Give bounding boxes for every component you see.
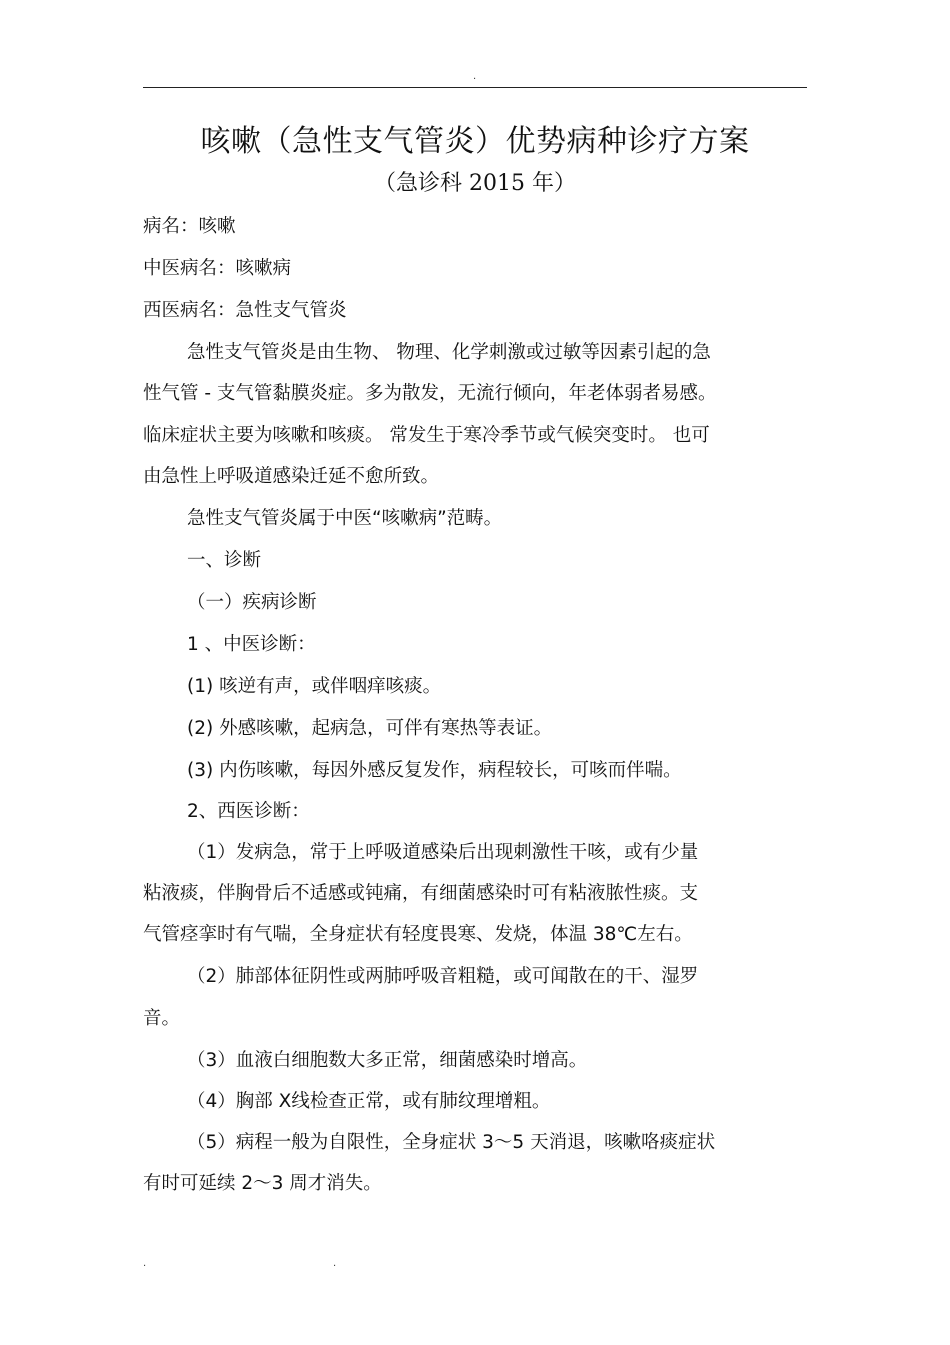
list-item: （5）病程一般为自限性，全身症状 3～5 天消退，咳嗽咯痰症状: [187, 1132, 716, 1153]
list-item: （3）血液白细胞数大多正常，细菌感染时增高。: [187, 1050, 588, 1071]
item-heading: 2、西医诊断：: [187, 801, 310, 822]
paragraph-line: 由急性上呼吸道感染迁延不愈所致。: [143, 466, 440, 487]
tcm-disease-name: 中医病名：咳嗽病: [143, 258, 292, 279]
footer-dot-right: .: [333, 1258, 337, 1269]
list-item: (3) 内伤咳嗽，每因外感反复发作，病程较长，可咳而伴喘。: [187, 760, 682, 781]
list-item: （2）肺部体征阴性或两肺呼吸音粗糙，或可闻散在的干、湿罗: [187, 966, 699, 987]
document-subtitle: （急诊科 2015 年）: [374, 171, 576, 196]
list-item: 气管痉挛时有气喘，全身症状有轻度畏寒、发烧，体温 38℃左右。: [143, 924, 693, 945]
list-item: （4）胸部 X线检查正常，或有肺纹理增粗。: [187, 1091, 551, 1112]
list-item: 音。: [143, 1008, 181, 1029]
paragraph-line: 急性支气管炎属于中医“咳嗽病”范畴。: [187, 508, 503, 529]
header-dot: .: [473, 71, 477, 82]
paragraph-line: 性气管 - 支气管黏膜炎症。多为散发，无流行倾向，年老体弱者易感。: [143, 383, 717, 404]
item-heading: 1 、中医诊断：: [187, 634, 316, 655]
list-item: (2) 外感咳嗽，起病急，可伴有寒热等表证。: [187, 718, 553, 739]
list-item: 粘液痰，伴胸骨后不适感或钝痛，有细菌感染时可有粘液脓性痰。支: [143, 883, 699, 904]
list-item: (1) 咳逆有声，或伴咽痒咳痰。: [187, 676, 442, 697]
paragraph-line: 急性支气管炎是由生物、 物理、化学刺激或过敏等因素引起的急: [187, 342, 711, 363]
disease-name: 病名：咳嗽: [143, 216, 236, 237]
paragraph-line: 临床症状主要为咳嗽和咳痰。 常发生于寒冷季节或气候突变时。 也可: [143, 425, 710, 446]
section-heading: 一、诊断: [187, 550, 262, 571]
subsection-heading: （一）疾病诊断: [187, 592, 317, 613]
list-item: 有时可延续 2～3 周才消失。: [143, 1173, 382, 1194]
western-disease-name: 西医病名：急性支气管炎: [143, 300, 347, 321]
document-title: 咳嗽（急性支气管炎）优势病种诊疗方案: [200, 124, 750, 159]
header-rule: [143, 87, 807, 88]
list-item: （1）发病急，常于上呼吸道感染后出现刺激性干咳，或有少量: [187, 842, 699, 863]
footer-dot-left: .: [143, 1258, 147, 1269]
